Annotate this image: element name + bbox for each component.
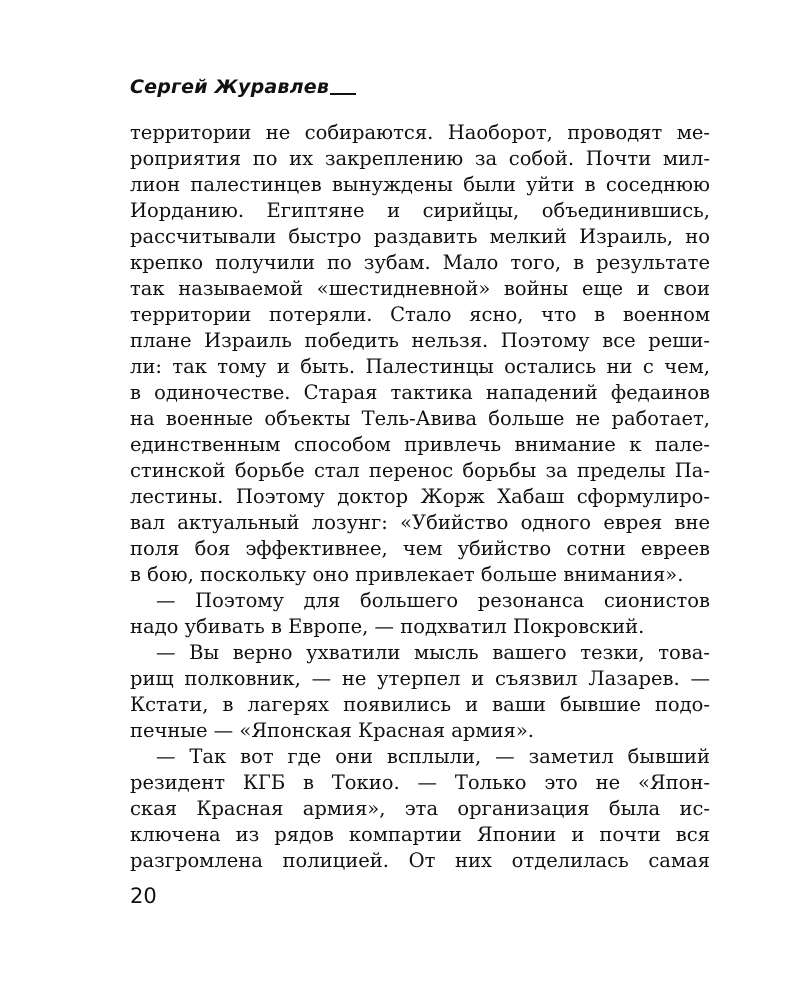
- text-line: ли: так тому и быть. Палестинцы остались ни с чем,: [130, 355, 710, 378]
- text-line: роприятия по их закреплению за собой. Почти мил-: [130, 147, 710, 170]
- text-line: ская Красная армия», эта организация была ис-: [130, 797, 710, 820]
- text-line: Иорданию. Египтяне и сирийцы, объединившись,: [130, 199, 710, 222]
- text-line: поля боя эффективнее, чем убийство сотни евреев: [130, 537, 710, 560]
- text-line: рищ полковник, — не утерпел и съязвил Лазарев. —: [130, 667, 710, 690]
- text-line: резидент КГБ в Токио. — Только это не «Япон-: [130, 771, 710, 794]
- running-header: [130, 76, 356, 98]
- text-line: рассчитывали быстро раздавить мелкий Израиль, но: [130, 225, 710, 248]
- body-text: [130, 120, 710, 874]
- text-line: единственным способом привлечь внимание к пале-: [130, 433, 710, 456]
- text-line: крепко получили по зубам. Мало того, в результате: [130, 251, 710, 274]
- author-name: Сергей Журавлев: [130, 76, 330, 98]
- text-line: ключена из рядов компартии Японии и почти вся: [130, 823, 710, 846]
- text-line: так называемой «шестидневной» войны еще и свои: [130, 277, 710, 300]
- text-line: лестины. Поэтому доктор Жорж Хабаш сформулиро-: [130, 485, 710, 508]
- text-line: лион палестинцев вынуждены были уйти в соседнюю: [130, 173, 710, 196]
- text-line: на военные объекты Тель-Авива больше не работает,: [130, 407, 710, 430]
- text-line: — Вы верно ухватили мысль вашего тезки, това-: [156, 641, 710, 664]
- text-line: надо убивать в Европе, — подхватил Покровский.: [130, 615, 645, 638]
- header-rule: [330, 93, 356, 95]
- text-line: территории не собираются. Наоборот, проводят ме-: [130, 121, 710, 144]
- text-line: — Так вот где они всплыли, — заметил бывший: [156, 745, 710, 768]
- text-line: в одиночестве. Старая тактика нападений федаинов: [130, 381, 710, 404]
- text-line: разгромлена полицией. От них отделилась самая: [130, 849, 710, 872]
- text-line: печные — «Японская Красная армия».: [130, 719, 534, 742]
- text-line: плане Израиль победить нельзя. Поэтому все реши-: [130, 329, 710, 352]
- text-line: территории потеряли. Стало ясно, что в военном: [130, 303, 710, 326]
- page-number: 20: [130, 884, 157, 908]
- text-line: Кстати, в лагерях появились и ваши бывшие подо-: [130, 693, 710, 716]
- text-line: вал актуальный лозунг: «Убийство одного еврея вне: [130, 511, 710, 534]
- text-line: — Поэтому для большего резонанса сионистов: [156, 589, 710, 612]
- text-line: в бою, поскольку оно привлекает больше внимания».: [130, 563, 684, 586]
- text-line: стинской борьбе стал перенос борьбы за пределы Па-: [130, 459, 710, 482]
